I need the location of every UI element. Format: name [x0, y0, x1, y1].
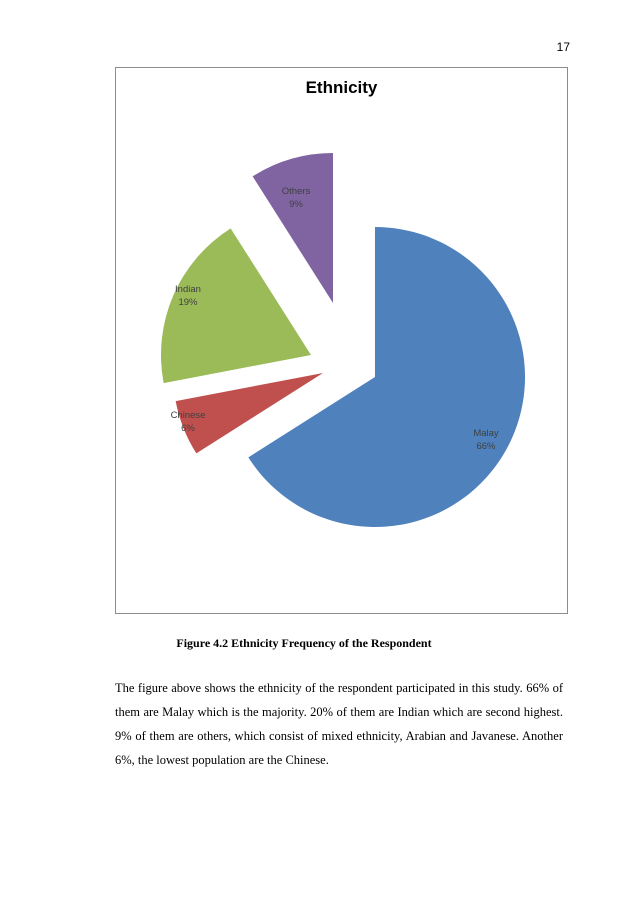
- chart-area: [115, 67, 568, 614]
- slice-label-value-indian: 19%: [178, 297, 198, 308]
- pie-chart: [116, 68, 569, 615]
- pie-slice-malay: [248, 227, 525, 527]
- slice-label-name-chinese: Chinese: [170, 410, 206, 421]
- pie-slice-others: [253, 153, 333, 303]
- slice-label-name-others: Others: [281, 186, 311, 197]
- slice-label-value-chinese: 6%: [181, 423, 195, 434]
- slice-label-name-indian: Indian: [175, 284, 201, 295]
- slice-label-name-malay: Malay: [473, 428, 499, 439]
- chart-title: Ethnicity: [305, 78, 378, 97]
- description-paragraph: The figure above shows the ethnicity of the respondent participated in this study. 66% of them are Malay which is the majority. 20% of them are Indian which are second highest. 9% of them are others, which consist of mixed ethnicity, Arabian and Javanese. Another 6%, the lowest population are the Chinese.: [115, 681, 563, 767]
- slice-label-value-others: 9%: [289, 199, 303, 210]
- figure-caption: Figure 4.2 Ethnicity Frequency of the Respondent: [176, 636, 432, 650]
- slice-label-value-malay: 66%: [476, 441, 496, 452]
- page-number: 17: [556, 40, 570, 54]
